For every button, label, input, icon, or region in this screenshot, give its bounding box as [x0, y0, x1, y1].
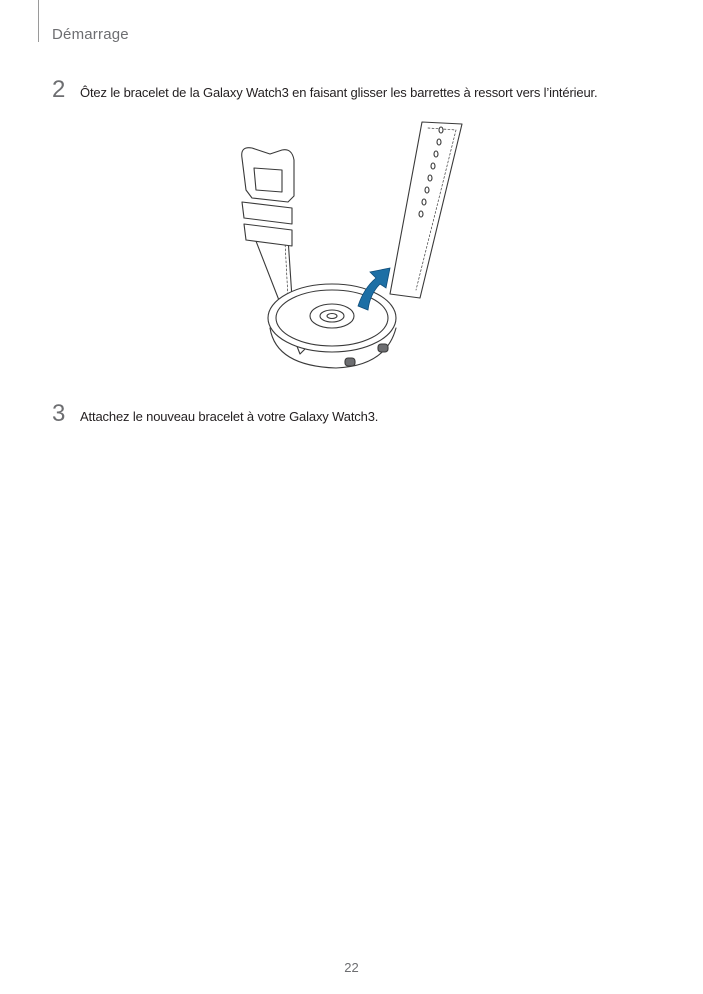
- step-text: Attachez le nouveau bracelet à votre Galaxy Watch3.: [80, 409, 379, 424]
- buckle-icon: [242, 148, 294, 202]
- step-2: [52, 76, 597, 104]
- crown-button: [345, 358, 355, 366]
- step-number: 3: [52, 400, 66, 427]
- right-strap: [390, 122, 462, 298]
- step-3: [52, 400, 378, 428]
- crown-button: [378, 344, 388, 352]
- strap-keeper: [244, 224, 292, 246]
- section-title: Démarrage: [52, 26, 129, 43]
- watch-strap-removal-illustration: [230, 118, 480, 380]
- header-rule: [38, 0, 39, 42]
- strap-keeper: [242, 202, 292, 224]
- page-number: 22: [344, 960, 359, 975]
- step-text: Ôtez le bracelet de la Galaxy Watch3 en faisant glisser les barrettes à ressort vers l’intérieur.: [80, 85, 598, 100]
- step-number: 2: [52, 76, 66, 103]
